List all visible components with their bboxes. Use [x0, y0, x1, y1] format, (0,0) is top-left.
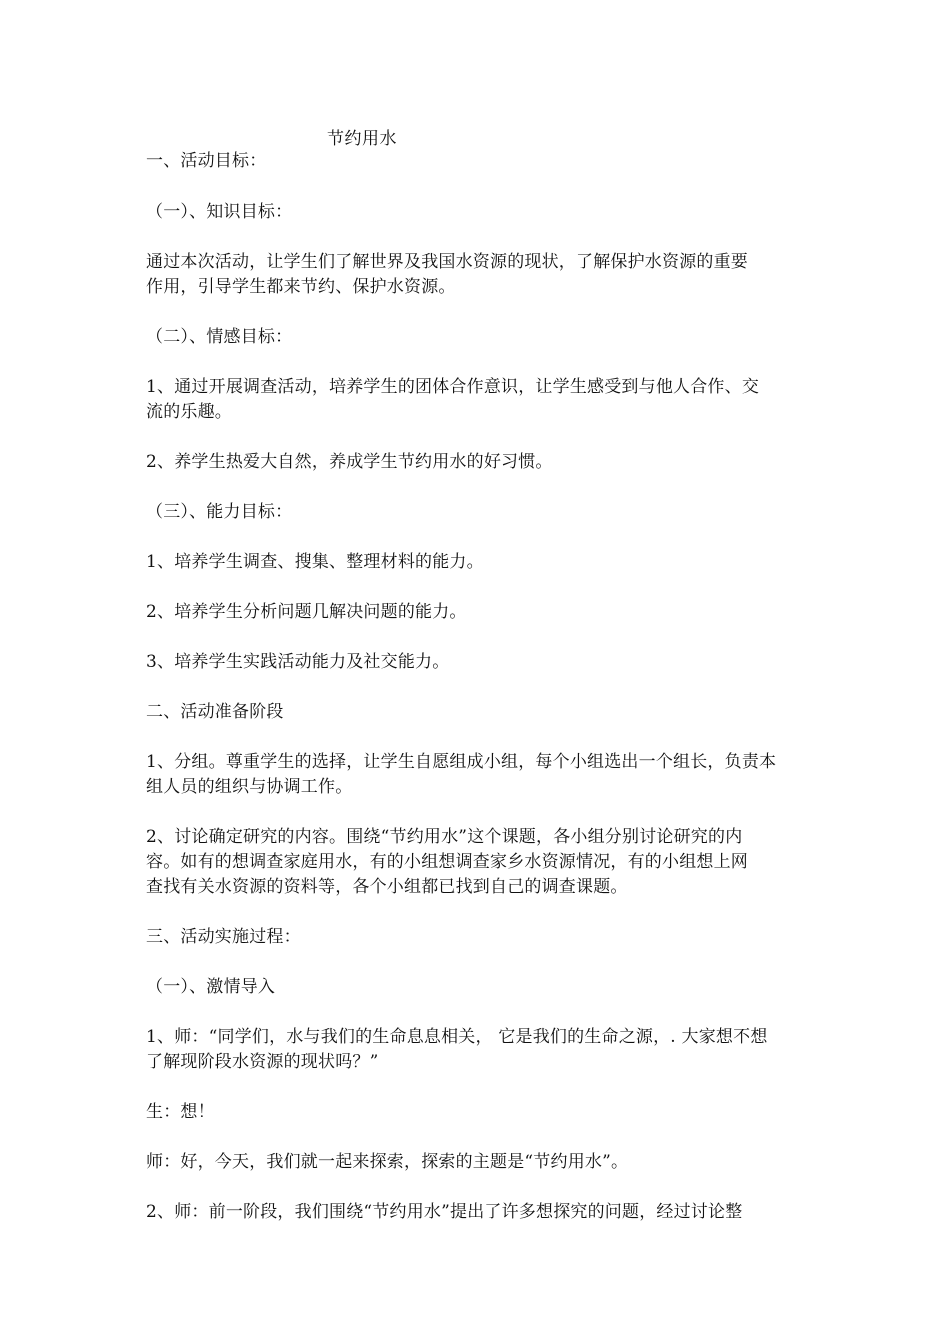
- paragraph-line: 查找有关水资源的资料等，各个小组都已找到自己的调查课题。: [146, 877, 628, 897]
- paragraph-line: 2、养学生热爱大自然，养成学生节约用水的好习惯。: [146, 452, 553, 472]
- paragraph-line: 2、培养学生分析问题几解决问题的能力。: [146, 602, 467, 622]
- subheading-knowledge-objective: （一）、知识目标：: [146, 202, 293, 222]
- paragraph-line: 3、培养学生实践活动能力及社交能力。: [146, 652, 450, 672]
- section-heading-preparation: 二、活动准备阶段: [146, 702, 284, 722]
- paragraph-line: 生：想！: [146, 1102, 215, 1122]
- paragraph-line: 1、分组。尊重学生的选择，让学生自愿组成小组，每个小组选出一个组长，负责本: [146, 752, 777, 772]
- paragraph-line: 2、讨论确定研究的内容。围绕“节约用水”这个课题，各小组分别讨论研究的内: [146, 827, 743, 847]
- paragraph-line: 通过本次活动，让学生们了解世界及我国水资源的现状，了解保护水资源的重要: [146, 252, 748, 272]
- paragraph-line: 1、通过开展调查活动，培养学生的团体合作意识，让学生感受到与他人合作、交: [146, 377, 760, 397]
- paragraph-line: 1、培养学生调查、搜集、整理材料的能力。: [146, 552, 484, 572]
- paragraph-line: 师：好，今天，我们就一起来探索，探索的主题是“节约用水”。: [146, 1152, 629, 1172]
- paragraph-line: 组人员的组织与协调工作。: [146, 777, 353, 797]
- document-title: 节约用水: [327, 129, 397, 149]
- section-heading-implementation: 三、活动实施过程：: [146, 927, 301, 947]
- subheading-ability-objective: （三）、能力目标：: [146, 502, 293, 522]
- paragraph-line: 1、师：“同学们，水与我们的生命息息相关， 它是我们的生命之源，. 大家想不想: [146, 1027, 768, 1047]
- paragraph-line: 作用，引导学生都来节约、保护水资源。: [146, 277, 456, 297]
- section-heading-objectives: 一、活动目标：: [146, 151, 267, 171]
- paragraph-line: 2、师：前一阶段，我们围绕“节约用水”提出了许多想探究的问题，经过讨论整: [146, 1202, 743, 1222]
- paragraph-line: 容。如有的想调查家庭用水，有的小组想调查家乡水资源情况，有的小组想上网: [146, 852, 748, 872]
- subheading-emotional-objective: （二）、情感目标：: [146, 327, 293, 347]
- paragraph-line: 流的乐趣。: [146, 402, 232, 422]
- subheading-introduction: （一）、激情导入: [146, 977, 276, 997]
- paragraph-line: 了解现阶段水资源的现状吗？”: [146, 1052, 379, 1072]
